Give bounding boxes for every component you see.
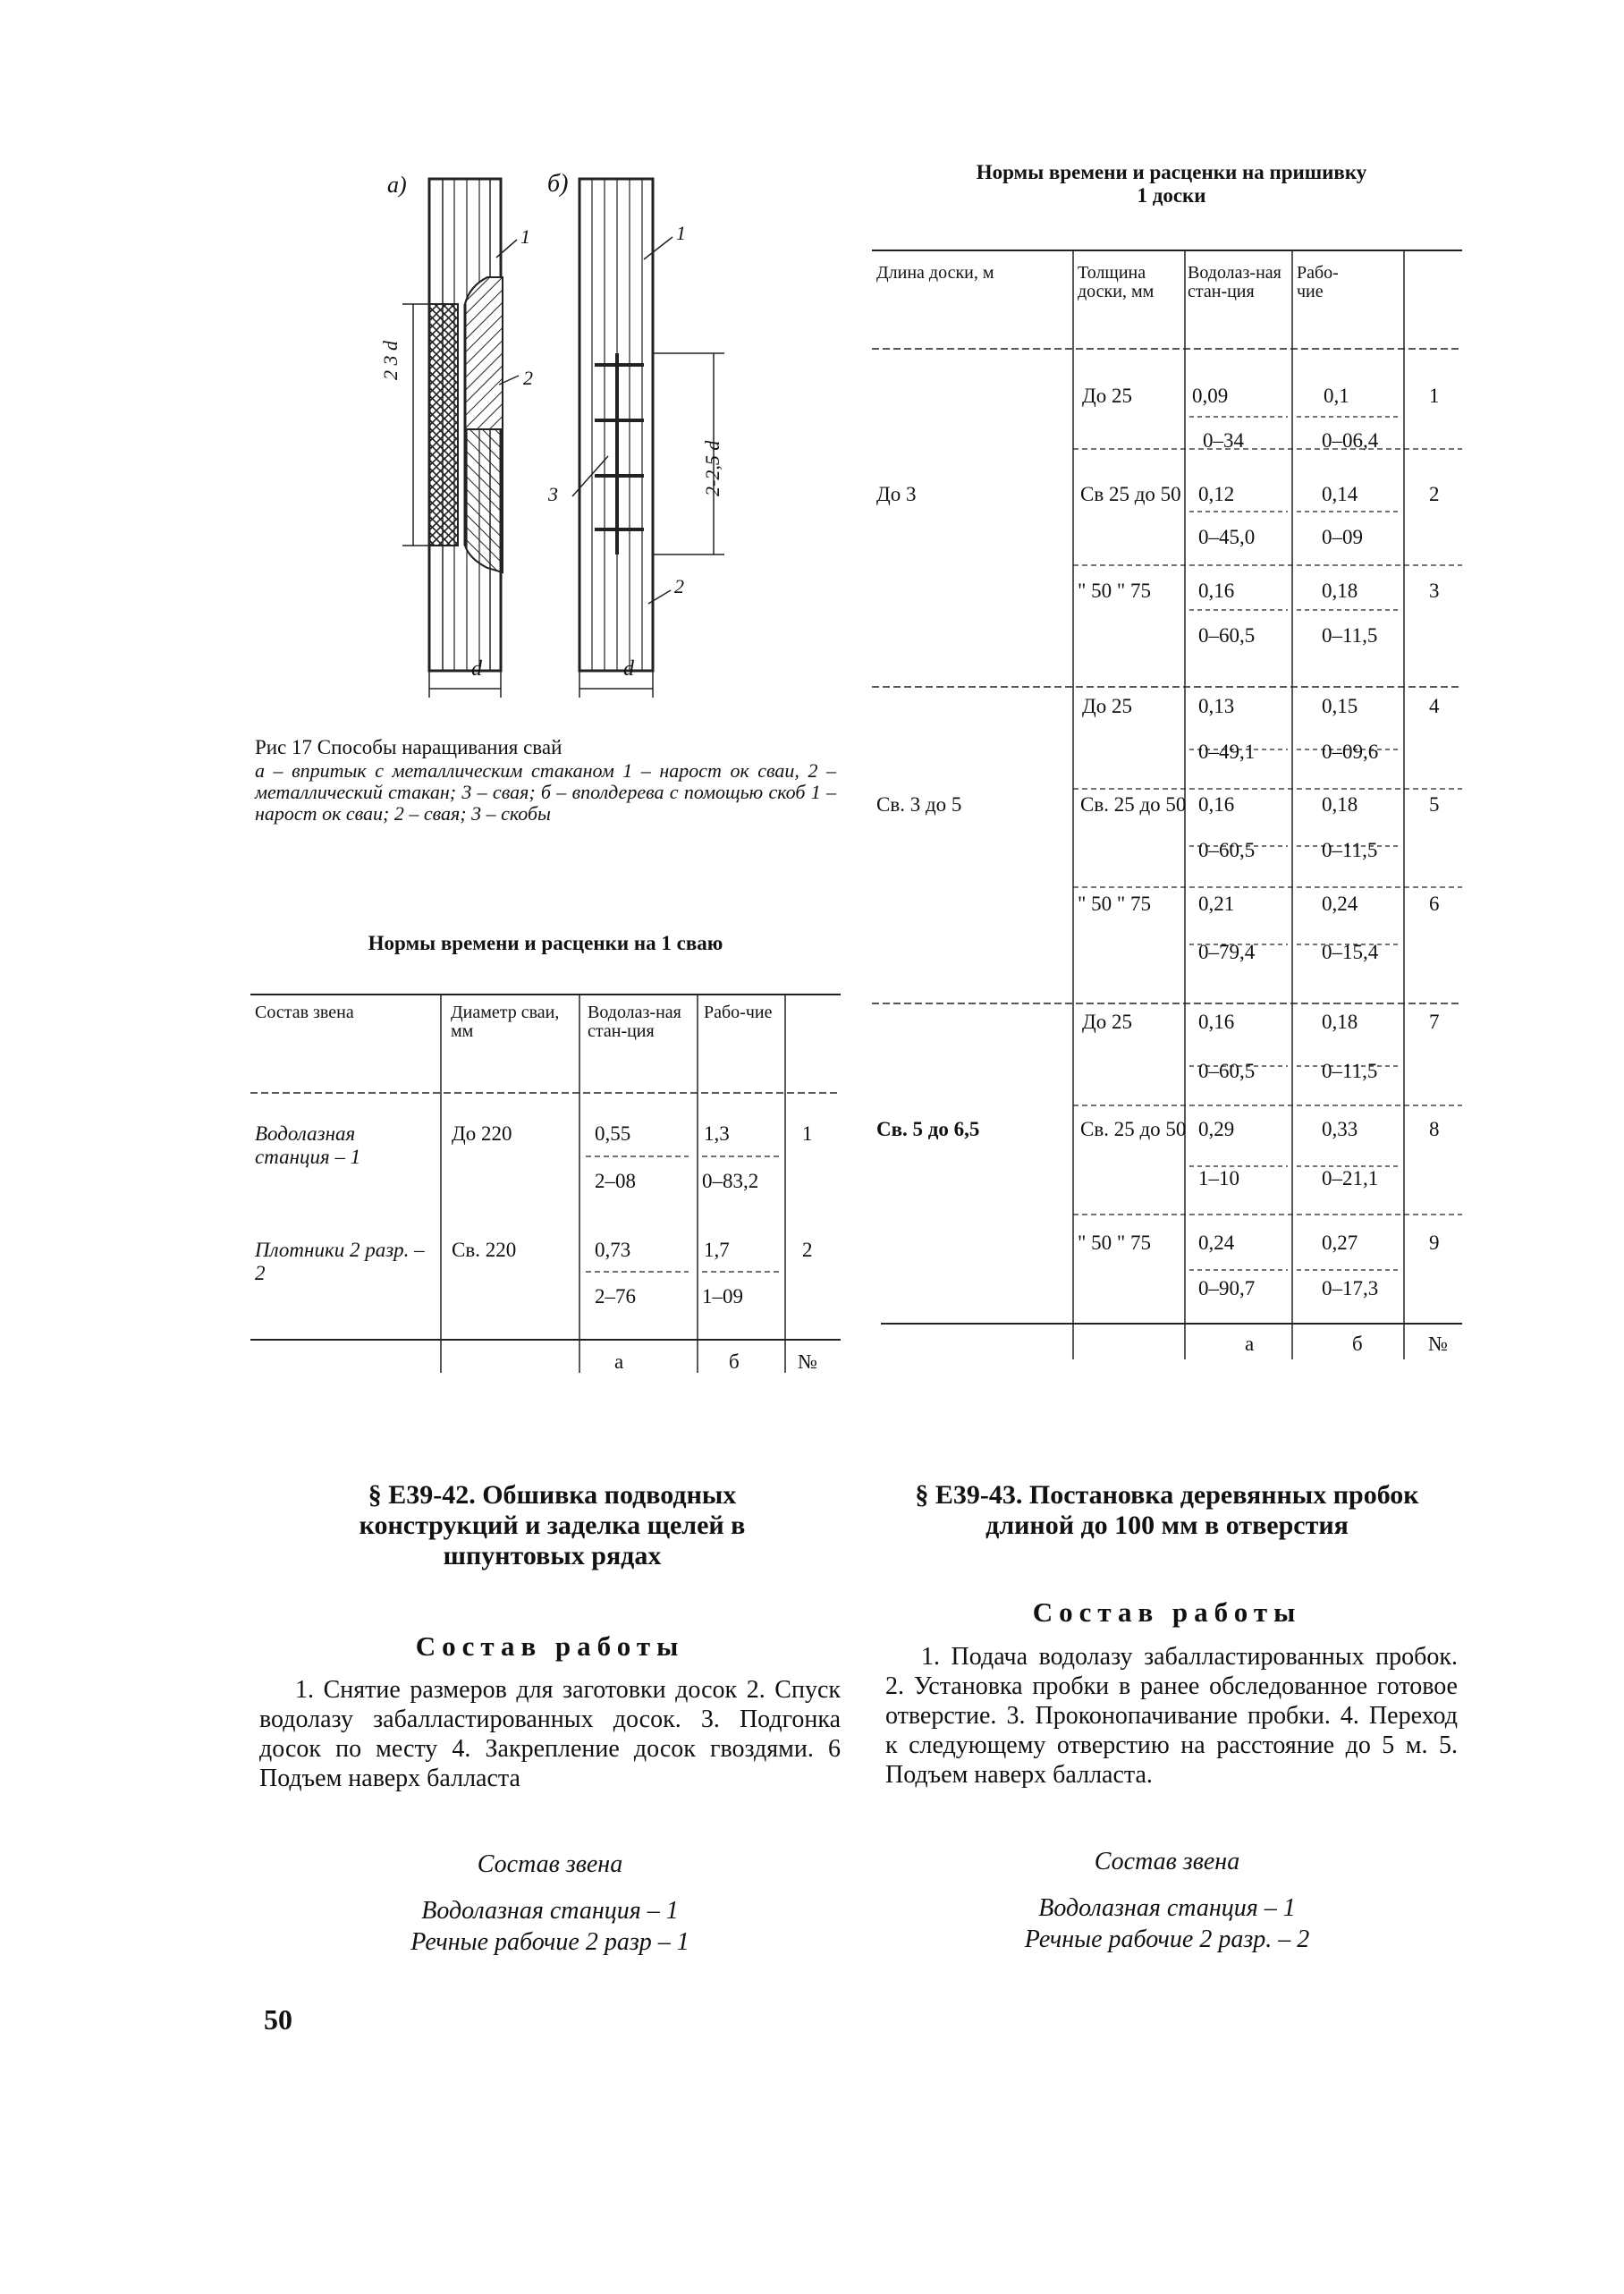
table2-row6-workers-price: 0–15,4 bbox=[1322, 941, 1379, 963]
dimension-right: 2-2,5 d bbox=[701, 440, 723, 496]
callout-b-1: 1 bbox=[676, 222, 686, 244]
table2-row3-workers-norm: 0,18 bbox=[1322, 580, 1358, 602]
table2-header-workers: Рабо-чие bbox=[1297, 263, 1339, 301]
table2-row9-diver-norm: 0,24 bbox=[1198, 1232, 1235, 1254]
section43-work-title: Состав работы bbox=[1032, 1596, 1302, 1628]
table2-header-thickness: Толщина доски, мм bbox=[1078, 263, 1155, 301]
pile-b-drawing bbox=[572, 179, 724, 698]
table2-row8-number: 8 bbox=[1429, 1118, 1440, 1140]
table2-row7-workers-price: 0–11,5 bbox=[1322, 1060, 1378, 1082]
table2-row5-workers-price: 0–11,5 bbox=[1322, 839, 1378, 861]
table2-row1-workers-norm: 0,1 bbox=[1324, 385, 1349, 407]
table2-title bbox=[885, 161, 1458, 207]
table1-footer-a: а bbox=[614, 1350, 624, 1373]
table1-row2-diver-norm: 0,73 bbox=[595, 1239, 631, 1261]
table1-row2-workers-norm: 1,7 bbox=[704, 1239, 730, 1261]
table2-row9-number: 9 bbox=[1429, 1232, 1440, 1254]
table1-row2-diameter: Св. 220 bbox=[452, 1239, 517, 1261]
table2-row4-thickness: До 25 bbox=[1082, 695, 1132, 717]
section42-heading: § Е39-42. Обшивка подводных конструкций и заделка щелей в шпунтовых рядах bbox=[359, 1480, 746, 1570]
table2-header-length: Длина доски, м bbox=[876, 263, 994, 283]
table1-header-diver: Водолаз-ная стан-ция bbox=[588, 1003, 681, 1041]
table2-row2-workers-price: 0–09 bbox=[1322, 526, 1363, 548]
table2-row2-workers-norm: 0,14 bbox=[1322, 483, 1358, 505]
table2-group2-length: Св. 3 до 5 bbox=[876, 793, 962, 816]
table2-row2-diver-price: 0–45,0 bbox=[1198, 526, 1256, 548]
table1-row1-number: 1 bbox=[802, 1122, 813, 1145]
table2-row1-diver-norm: 0,09 bbox=[1192, 385, 1229, 407]
table1-row2-workers-price: 1–09 bbox=[702, 1285, 743, 1308]
figure-caption-body: а – впритык с металлическим стаканом 1 – нарост ок сваи, 2 – металлический стакан; 3 – свая; б – вполдерева с помощью скоб 1 – нарост ок сваи; 2 – свая; 3 – скобы bbox=[255, 759, 836, 825]
table2-row3-workers-price: 0–11,5 bbox=[1322, 624, 1378, 647]
section42-work-title: Состав работы bbox=[415, 1630, 685, 1662]
table2-row7-diver-norm: 0,16 bbox=[1198, 1011, 1235, 1033]
section43-team-title: Состав звена bbox=[1094, 1848, 1240, 1875]
callout-a-1: 1 bbox=[520, 225, 530, 248]
table2-row4-diver-price: 0–49,1 bbox=[1198, 741, 1256, 763]
table2-row5-diver-price: 0–60,5 bbox=[1198, 839, 1256, 861]
table2-row8-workers-price: 0–21,1 bbox=[1322, 1167, 1379, 1189]
table2-row8-thickness: Св. 25 до 50 bbox=[1080, 1118, 1187, 1140]
section43-team-line1: Водолазная станция – 1 bbox=[1038, 1894, 1296, 1922]
table2-row3-diver-price: 0–60,5 bbox=[1198, 624, 1256, 647]
dimension-d-right: d bbox=[623, 657, 634, 681]
table1-header-sostav: Состав звена bbox=[255, 1003, 354, 1022]
figure-label-b: б) bbox=[547, 170, 569, 198]
table1-row1-diver-norm: 0,55 bbox=[595, 1122, 631, 1145]
section42-team-title: Состав звена bbox=[477, 1850, 623, 1878]
table2-footer-b: б bbox=[1352, 1333, 1363, 1355]
table2-title-line2: 1 доски bbox=[1137, 184, 1206, 207]
section43-team-line2: Речные рабочие 2 разр. – 2 bbox=[1024, 1926, 1310, 1953]
table2-row6-workers-norm: 0,24 bbox=[1322, 893, 1358, 915]
table1-footer-b: б bbox=[729, 1350, 740, 1373]
table1-row1-sostav: Водолазная станция – 1 bbox=[255, 1122, 361, 1168]
table2-header-diver: Водолаз-ная стан-ция bbox=[1188, 263, 1281, 301]
table2-title-line1: Нормы времени и расценки на пришивку bbox=[976, 161, 1367, 183]
table2-footer-a: а bbox=[1245, 1333, 1255, 1355]
table2-row9-workers-price: 0–17,3 bbox=[1322, 1277, 1379, 1299]
dimension-left: 2 3 d bbox=[379, 341, 402, 380]
table2-row6-diver-norm: 0,21 bbox=[1198, 893, 1235, 915]
table2-row8-workers-norm: 0,33 bbox=[1322, 1118, 1358, 1140]
table2-row6-number: 6 bbox=[1429, 893, 1440, 915]
section42-work-text: 1. Снятие размеров для заготовки досок 2. Спуск водолазу забалластированных досок. 3. Подгонка досок по месту 4. Закрепление досок гвоздями. 6 Подъем наверх балласта bbox=[259, 1676, 841, 1792]
table1-row2-diver-price: 2–76 bbox=[595, 1285, 636, 1308]
table2-row4-diver-norm: 0,13 bbox=[1198, 695, 1235, 717]
table2-row5-workers-norm: 0,18 bbox=[1322, 793, 1358, 816]
figure-caption-title: Рис 17 Способы наращивания свай bbox=[255, 736, 562, 758]
table2-row1-number: 1 bbox=[1429, 385, 1440, 407]
table1-header-diameter: Диаметр сваи, мм bbox=[451, 1003, 560, 1041]
table2-row1-workers-price: 0–06,4 bbox=[1322, 429, 1379, 452]
table2-row4-workers-price: 0–09,6 bbox=[1322, 741, 1379, 763]
table2-row4-number: 4 bbox=[1429, 695, 1440, 717]
table2-row6-thickness: " 50 " 75 bbox=[1078, 893, 1152, 915]
table2-row2-number: 2 bbox=[1429, 483, 1440, 505]
table1-row2-number: 2 bbox=[802, 1239, 813, 1261]
section42-team-line2: Речные рабочие 2 разр – 1 bbox=[410, 1928, 689, 1956]
table2-row2-diver-norm: 0,12 bbox=[1198, 483, 1235, 505]
table2-row5-number: 5 bbox=[1429, 793, 1440, 816]
table2-group1-length: До 3 bbox=[876, 483, 917, 505]
figure-label-a: а) bbox=[387, 172, 407, 198]
table2-row1-diver-price: 0–34 bbox=[1203, 429, 1244, 452]
table2-group3-length: Св. 5 до 6,5 bbox=[876, 1118, 980, 1140]
section43-heading: § Е39-43. Постановка деревянных пробок длиной до 100 мм в отверстия bbox=[915, 1480, 1419, 1540]
table2-row8-diver-price: 1–10 bbox=[1198, 1167, 1239, 1189]
callout-b-2: 2 bbox=[674, 575, 684, 597]
table1-row1-diver-price: 2–08 bbox=[595, 1170, 636, 1192]
table2-row9-workers-norm: 0,27 bbox=[1322, 1232, 1358, 1254]
table1-row2-sostav: Плотники 2 разр. – 2 bbox=[255, 1239, 425, 1284]
table2-row3-thickness: " 50 " 75 bbox=[1078, 580, 1152, 602]
table2-row9-diver-price: 0–90,7 bbox=[1198, 1277, 1256, 1299]
section42-team-line1: Водолазная станция – 1 bbox=[421, 1897, 679, 1925]
table2-row9-thickness: " 50 " 75 bbox=[1078, 1232, 1152, 1254]
table1-row1-workers-norm: 1,3 bbox=[704, 1122, 730, 1145]
table2-row7-diver-price: 0–60,5 bbox=[1198, 1060, 1256, 1082]
table2-footer-number: № bbox=[1428, 1333, 1448, 1355]
table2-row7-thickness: До 25 bbox=[1082, 1011, 1132, 1033]
table2-row6-diver-price: 0–79,4 bbox=[1198, 941, 1256, 963]
table2-row5-thickness: Св. 25 до 50 bbox=[1080, 793, 1187, 816]
table2-row5-diver-norm: 0,16 bbox=[1198, 793, 1235, 816]
section43-work-text: 1. Подача водолазу забалластированных пробок. 2. Установка пробки в ранее обследованное готовое отверстие. 3. Проконопачивание пробки. 4. Переход к следующему отверстию на расстояние до 5 м. 5. Подъем наверх балласта. bbox=[885, 1643, 1458, 1789]
table2-row8-diver-norm: 0,29 bbox=[1198, 1118, 1235, 1140]
table2-row3-diver-norm: 0,16 bbox=[1198, 580, 1235, 602]
table1-row1-workers-price: 0–83,2 bbox=[702, 1170, 759, 1192]
page-number: 50 bbox=[264, 2003, 292, 2036]
callout-a-3: 3 bbox=[548, 483, 558, 505]
table2-row3-number: 3 bbox=[1429, 580, 1440, 602]
table1-footer-number: № bbox=[798, 1350, 817, 1373]
pile-a-drawing bbox=[402, 179, 519, 698]
table2-row2-thickness: Св 25 до 50 bbox=[1080, 483, 1181, 505]
dimension-d-left: d bbox=[471, 657, 482, 681]
table2-row4-workers-norm: 0,15 bbox=[1322, 695, 1358, 717]
callout-a-2: 2 bbox=[523, 367, 533, 389]
table1-header-workers: Рабо-чие bbox=[704, 1003, 773, 1022]
table2-row7-number: 7 bbox=[1429, 1011, 1440, 1033]
table2-row7-workers-norm: 0,18 bbox=[1322, 1011, 1358, 1033]
pile-extension-figure bbox=[340, 161, 760, 707]
table1-title: Нормы времени и расценки на 1 сваю bbox=[368, 932, 723, 954]
table1-row1-diameter: До 220 bbox=[452, 1122, 512, 1145]
table2-row1-thickness: До 25 bbox=[1082, 385, 1132, 407]
